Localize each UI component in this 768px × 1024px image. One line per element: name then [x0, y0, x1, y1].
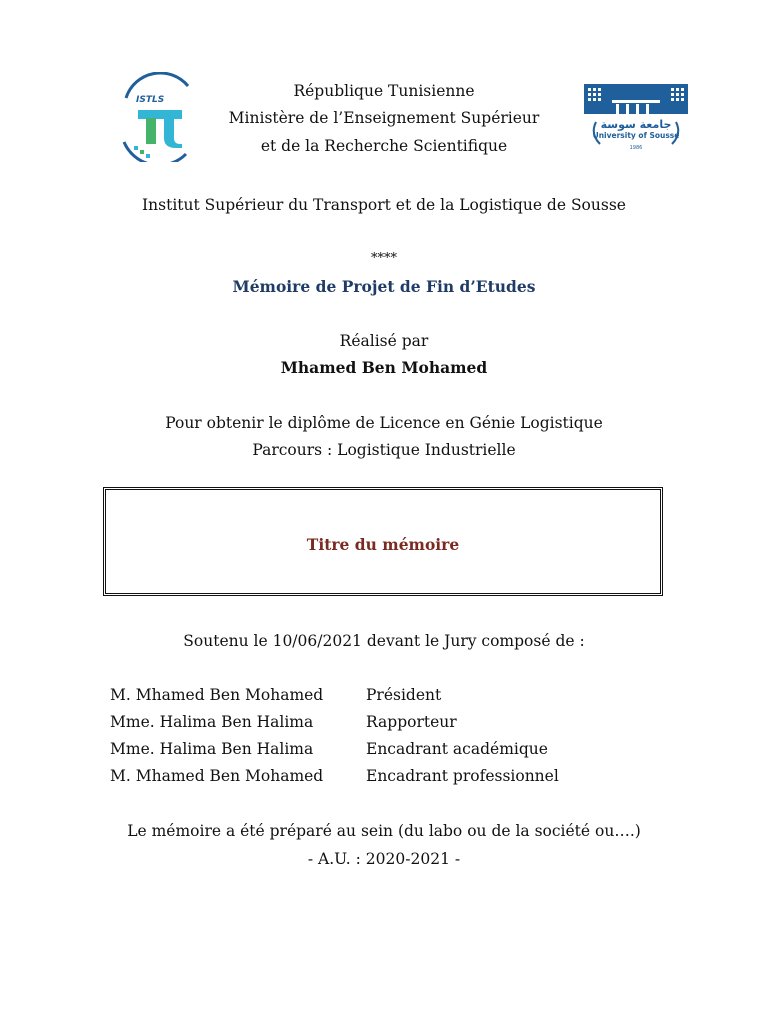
jury-row	[110, 685, 670, 712]
university-founding-year: 1986	[629, 145, 643, 151]
university-arabic-name: جامعة سوسة	[600, 118, 672, 131]
jury-row	[110, 739, 670, 766]
jury-row	[110, 766, 670, 793]
jury-member-role: Encadrant professionnel	[366, 767, 559, 785]
ministry-heading-line1: Ministère de l’Enseignement Supérieur	[228, 109, 540, 127]
document-type: Mémoire de Projet de Fin d’Etudes	[232, 277, 536, 296]
jury-member-name: Mme. Halima Ben Halima	[110, 713, 314, 731]
degree-line: Pour obtenir le diplôme de Licence en Génie Logistique	[165, 414, 603, 432]
jury-member-role: Encadrant académique	[366, 740, 548, 758]
istls-logo-text: ISTLS	[136, 95, 165, 105]
separator-stars: ****	[371, 251, 397, 266]
prepared-at-line: Le mémoire a été préparé au sein (du labo ou de la société ou….)	[127, 822, 641, 840]
jury-row	[110, 712, 670, 739]
ministry-heading-line2: et de la Recherche Scientifique	[260, 137, 508, 155]
jury-member-role: Président	[366, 686, 442, 704]
realized-by-label: Réalisé par	[339, 332, 429, 350]
jury-list	[110, 685, 670, 793]
author-name: Mhamed Ben Mohamed	[280, 358, 488, 377]
jury-member-name: M. Mhamed Ben Mohamed	[110, 767, 324, 785]
country-heading: République Tunisienne	[293, 82, 475, 100]
jury-member-role: Rapporteur	[366, 713, 457, 731]
academic-year: - A.U. : 2020-2021 -	[307, 850, 461, 868]
institute-name: Institut Supérieur du Transport et de la Logistique de Sousse	[142, 196, 626, 214]
title-box	[103, 487, 663, 596]
university-latin-name: University of Sousse	[592, 131, 680, 140]
defense-line: Soutenu le 10/06/2021 devant le Jury composé de :	[183, 632, 585, 650]
track-line: Parcours : Logistique Industrielle	[252, 441, 516, 459]
thesis-title: Titre du mémoire	[306, 535, 460, 554]
jury-member-name: Mme. Halima Ben Halima	[110, 740, 314, 758]
jury-member-name: M. Mhamed Ben Mohamed	[110, 686, 324, 704]
